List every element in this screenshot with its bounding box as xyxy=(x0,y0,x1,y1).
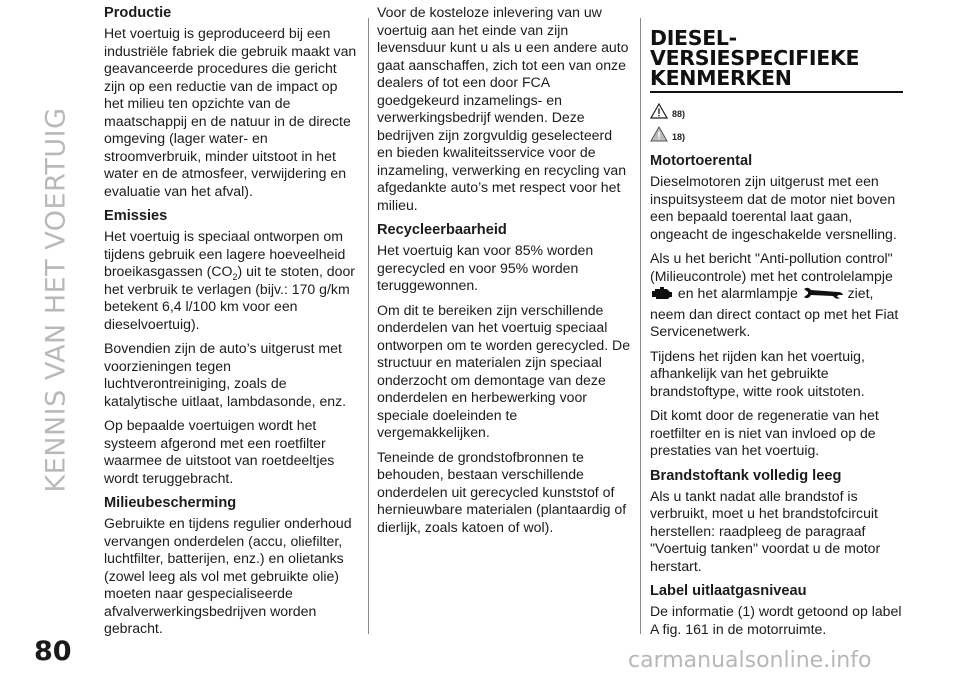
text-column-1 xyxy=(104,4,358,645)
paragraph: Het voertuig kan voor 85% worden gerecycled en voor 95% worden teruggewonnen. xyxy=(377,242,594,293)
paragraph-with-icons xyxy=(650,250,904,341)
paragraph: Teneinde de grondstofbronnen te behouden, bestaan verschillende onderdelen uit gerecycled kunststof of hernieuwbare materialen (plantaardig of dierlijk, zoals katoen of wol). xyxy=(377,448,627,535)
paragraph: Dit komt door de regeneratie van het roetfilter en is niet van invloed op de prestaties van het voertuig. xyxy=(650,407,879,458)
paragraph: De informatie (1) wordt getoond op label A fig. 161 in de motorruimte. xyxy=(650,603,902,637)
paragraph: Gebruikte en tijdens regulier onderhoud vervangen onderdelen (accu, oliefilter, luchtfilter, batterijen, enz.) en olietanks (zowel leeg als vol met gebruikte olie) moeten naar gespecialiseerde afvalverwerkingsbedrijven worden gebracht. xyxy=(104,515,352,636)
paragraph: Voor de kosteloze inlevering van uw voertuig aan het einde van zijn levensduur kunt u als u een andere auto gaat aanschaffen, zich tot een van onze dealers of tot een door FCA goedgekeurd inzamelings- en verwerkingsbedrijf wenden. Deze bedrijven zijn zorgvuldig geselecteerd en bieden kwaliteitsservice voor de inzameling, verwerking en recycling van afgedankte auto’s met respect voor het milieu. xyxy=(377,4,629,213)
paragraph: Het voertuig is geproduceerd bij een industriële fabriek die gebruik maakt van geavanceerde procedures die gericht zijn op een reductie van de impact op het milieu ten opzichte van de maatschappij en de natuur in de directe omgeving (lager water- en stroomverbruik, minder uitstoot in het water en de atmosfeer, verwijdering en evaluatie van het afval). xyxy=(104,25,357,199)
chapter-title-line: VERSIESPECIFIEKE xyxy=(650,46,860,70)
heading-recycleerbaarheid: Recycleerbaarheid xyxy=(377,222,507,238)
subscript: 2 xyxy=(232,271,238,282)
heading-emissies: Emissies xyxy=(104,208,168,224)
watermark: carmanualsonline.info xyxy=(628,648,872,673)
caution-triangle-icon xyxy=(650,126,668,142)
paragraph: Om dit te bereiken zijn verschillende onderdelen van het voertuig speciaal ontworpen om te worden gerecycled. De structuur en materialen zijn speciaal onderzocht om demontage van deze onderdelen en herbewerking voor speciale doeleinden te vergemakkelijken. xyxy=(377,301,631,440)
paragraph-text: ziet, neem dan direct contact op met het Fiat Servicenetwerk. xyxy=(650,285,899,339)
paragraph: Dieselmotoren zijn uitgerust met een inspuitsysteem dat de motor niet boven een bepaald toerental laat gaan, ongeacht de ingeschakelde versnelling. xyxy=(650,173,897,242)
paragraph: Bovendien zijn de auto’s uitgerust met voorzieningen tegen luchtverontreiniging, zoals de katalytische uitlaat, lambdasonde, enz. xyxy=(104,340,347,409)
text-column-2 xyxy=(377,4,631,543)
heading-brandstoftank: Brandstoftank volledig leeg xyxy=(650,467,842,484)
paragraph-text: Als u het bericht "Anti-pollution control" (Milieucontrole) met het controlelampje xyxy=(650,250,893,284)
heading-productie: Productie xyxy=(104,5,172,21)
paragraph-text: ) uit te stoten, door het verbruik te verlagen (bijv.: 170 g/km betekent 6,4 l/100 km voor een dieselvoertuig). xyxy=(104,263,355,332)
heading-milieubescherming: Milieubescherming xyxy=(104,495,237,511)
paragraph: Op bepaalde voertuigen wordt het systeem afgerond met een roetfilter waarmee de uitstoot van roetdeeltjes wordt teruggebracht. xyxy=(104,417,335,486)
warning-triangle-icon xyxy=(650,103,668,119)
caution-reference xyxy=(650,124,904,142)
paragraph-text: Het voertuig is speciaal ontworpen om tijdens gebruik een lagere hoeveelheid broeikasgassen (CO xyxy=(104,228,346,279)
text-column-3 xyxy=(650,4,904,645)
paragraph-text: en het alarmlampje xyxy=(677,285,798,301)
column-divider xyxy=(368,18,369,634)
column-divider xyxy=(640,18,641,634)
heading-motortoerental: Motortoerental xyxy=(650,153,753,169)
chapter-underline xyxy=(650,91,903,93)
wrench-icon xyxy=(802,286,844,306)
chapter-title-line: KENMERKEN xyxy=(650,66,792,90)
chapter-title xyxy=(650,28,904,88)
paragraph: Als u tankt nadat alle brandstof is verbruikt, moet u het brandstofcircuit herstellen: raadpleeg de paragraaf "Voertuig tanken" voordat u de motor herstart. xyxy=(650,487,881,574)
warning-ref-number: 88) xyxy=(672,109,686,119)
chapter-title-line: DIESEL- xyxy=(650,26,737,50)
engine-warning-icon xyxy=(650,286,674,306)
paragraph-co2 xyxy=(104,228,358,333)
caution-ref-number: 18) xyxy=(672,132,686,142)
page-number: 80 xyxy=(34,636,72,667)
paragraph: Tijdens het rijden kan het voertuig, afhankelijk van het gebruikte brandstoftype, witte rook uitstoten. xyxy=(650,347,865,399)
side-section-title: KENNIS VAN HET VOERTUIG xyxy=(40,107,72,493)
warning-reference xyxy=(650,101,904,119)
heading-label-uitlaatgasniveau: Label uitlaatgasniveau xyxy=(650,583,807,599)
